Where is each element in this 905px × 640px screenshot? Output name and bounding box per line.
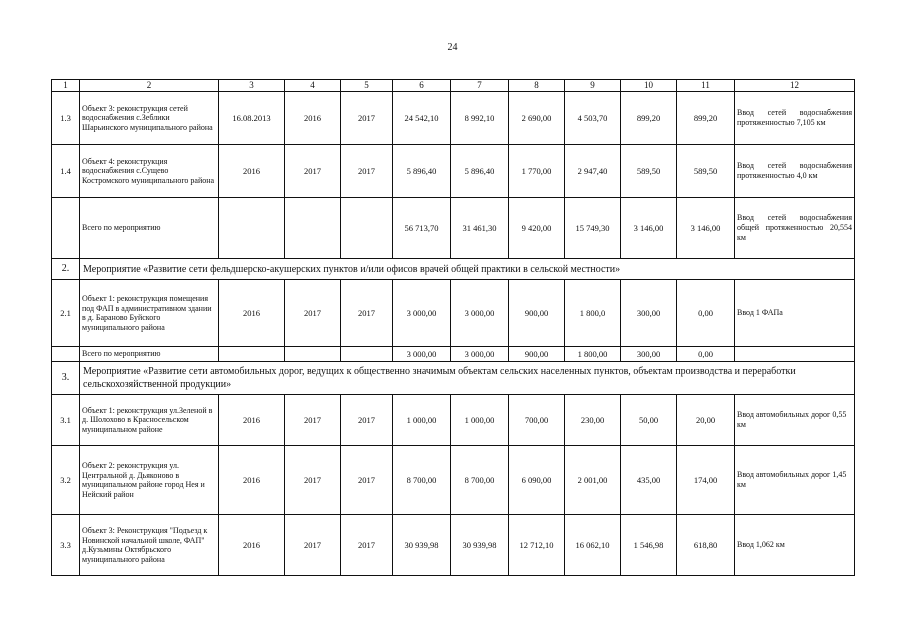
empty-cell bbox=[285, 347, 341, 362]
table-row bbox=[52, 280, 855, 347]
cell-value: 2017 bbox=[341, 395, 393, 446]
result-description: Ввод автомобильных дорог 0,55 км bbox=[735, 395, 855, 446]
object-name: Объект 4: реконструкция водоснабжения с.Сущево Костромского муниципального района bbox=[80, 145, 219, 198]
object-name: Объект 3: реконструкция сетей водоснабжения с.Зеблики Шарьинского муниципального района bbox=[80, 92, 219, 145]
cell-value: 2017 bbox=[341, 92, 393, 145]
cell-value: 2016 bbox=[219, 395, 285, 446]
cell-value: 1 800,0 bbox=[565, 280, 621, 347]
cell-value: 3 000,00 bbox=[451, 347, 509, 362]
cell-value: 3 000,00 bbox=[451, 280, 509, 347]
row-number: 3.2 bbox=[52, 446, 80, 515]
total-row bbox=[52, 347, 855, 362]
cell-value: 700,00 bbox=[509, 395, 565, 446]
cell-value: 2017 bbox=[341, 515, 393, 576]
cell-value: 1 800,00 bbox=[565, 347, 621, 362]
table-row bbox=[52, 515, 855, 576]
cell-value: 4 503,70 bbox=[565, 92, 621, 145]
section-title: Мероприятие «Развитие сети фельдшерско-акушерских пунктов и/или офисов врачей общей практики в сельской местности» bbox=[80, 259, 855, 280]
cell-value: 8 992,10 bbox=[451, 92, 509, 145]
cell-value: 8 700,00 bbox=[393, 446, 451, 515]
cell-value: 56 713,70 bbox=[393, 198, 451, 259]
cell-value: 2017 bbox=[285, 515, 341, 576]
cell-value: 0,00 bbox=[677, 280, 735, 347]
cell-value: 15 749,30 bbox=[565, 198, 621, 259]
row-number: 1.4 bbox=[52, 145, 80, 198]
section-row bbox=[52, 259, 855, 280]
empty-cell bbox=[52, 347, 80, 362]
cell-value: 618,80 bbox=[677, 515, 735, 576]
cell-value: 9 420,00 bbox=[509, 198, 565, 259]
empty-cell bbox=[341, 198, 393, 259]
cell-value: 2017 bbox=[285, 145, 341, 198]
cell-value: 30 939,98 bbox=[393, 515, 451, 576]
column-number-header: 7 bbox=[451, 80, 509, 92]
row-number: 3.1 bbox=[52, 395, 80, 446]
section-row bbox=[52, 362, 855, 395]
cell-value: 0,00 bbox=[677, 347, 735, 362]
cell-value: 2016 bbox=[219, 145, 285, 198]
row-number: 3.3 bbox=[52, 515, 80, 576]
result-description: Ввод 1 ФАПа bbox=[735, 280, 855, 347]
cell-value: 300,00 bbox=[621, 347, 677, 362]
section-title: Мероприятие «Развитие сети автомобильных дорог, ведущих к общественно значимым объектам сельских населенных пунктов, объектам производства и переработки сельскохозяйственной продукции» bbox=[80, 362, 855, 395]
table-row bbox=[52, 446, 855, 515]
cell-value: 900,00 bbox=[509, 347, 565, 362]
cell-value: 2 947,40 bbox=[565, 145, 621, 198]
empty-cell bbox=[52, 198, 80, 259]
cell-value: 2016 bbox=[285, 92, 341, 145]
object-name: Объект 1: реконструкция ул.Зеленой в д. Шолохово в Красносельском муниципальном районе bbox=[80, 395, 219, 446]
cell-value: 2017 bbox=[285, 395, 341, 446]
column-number-header: 4 bbox=[285, 80, 341, 92]
object-name: Объект 3: Реконструкция "Подъезд к Новинской начальной школе, ФАП" д.Кузьмины Октябрьского муниципального района bbox=[80, 515, 219, 576]
cell-value: 1 770,00 bbox=[509, 145, 565, 198]
cell-value: 2017 bbox=[341, 446, 393, 515]
total-label: Всего по мероприятию bbox=[80, 347, 219, 362]
cell-value: 900,00 bbox=[509, 280, 565, 347]
cell-value: 2016 bbox=[219, 280, 285, 347]
result-description: Ввод сетей водоснабжения протяженностью 7,105 км bbox=[735, 92, 855, 145]
column-number-header: 12 bbox=[735, 80, 855, 92]
cell-value: 1 000,00 bbox=[451, 395, 509, 446]
cell-value: 1 546,98 bbox=[621, 515, 677, 576]
cell-value: 899,20 bbox=[677, 92, 735, 145]
cell-value: 3 000,00 bbox=[393, 280, 451, 347]
cell-value: 16.08.2013 bbox=[219, 92, 285, 145]
table-row bbox=[52, 395, 855, 446]
result-description: Ввод автомобильных дорог 1,45 км bbox=[735, 446, 855, 515]
cell-value: 230,00 bbox=[565, 395, 621, 446]
section-number: 3. bbox=[52, 362, 80, 395]
cell-value: 3 000,00 bbox=[393, 347, 451, 362]
cell-value: 2017 bbox=[285, 280, 341, 347]
cell-value: 2016 bbox=[219, 515, 285, 576]
cell-value: 2017 bbox=[285, 446, 341, 515]
object-name: Объект 1: реконструкция помещения под ФАП в административном здании в д. Бараново Буйского муниципального района bbox=[80, 280, 219, 347]
cell-value: 50,00 bbox=[621, 395, 677, 446]
cell-value: 589,50 bbox=[621, 145, 677, 198]
table-row bbox=[52, 92, 855, 145]
cell-value: 20,00 bbox=[677, 395, 735, 446]
cell-value: 174,00 bbox=[677, 446, 735, 515]
column-number-header: 3 bbox=[219, 80, 285, 92]
row-number: 2.1 bbox=[52, 280, 80, 347]
column-number-header: 1 bbox=[52, 80, 80, 92]
column-number-header: 5 bbox=[341, 80, 393, 92]
cell-value: 24 542,10 bbox=[393, 92, 451, 145]
result-description: Ввод 1,062 км bbox=[735, 515, 855, 576]
total-label: Всего по мероприятию bbox=[80, 198, 219, 259]
cell-value: 31 461,30 bbox=[451, 198, 509, 259]
empty-cell bbox=[341, 347, 393, 362]
empty-cell bbox=[219, 347, 285, 362]
cell-value: 2016 bbox=[219, 446, 285, 515]
cell-value: 12 712,10 bbox=[509, 515, 565, 576]
program-table bbox=[51, 79, 855, 576]
cell-value: 1 000,00 bbox=[393, 395, 451, 446]
column-number-header: 9 bbox=[565, 80, 621, 92]
empty-cell bbox=[735, 347, 855, 362]
column-number-header: 6 bbox=[393, 80, 451, 92]
section-number: 2. bbox=[52, 259, 80, 280]
cell-value: 300,00 bbox=[621, 280, 677, 347]
column-number-header: 2 bbox=[80, 80, 219, 92]
column-number-header: 11 bbox=[677, 80, 735, 92]
row-number: 1.3 bbox=[52, 92, 80, 145]
table-row bbox=[52, 145, 855, 198]
column-number-header: 10 bbox=[621, 80, 677, 92]
result-description: Ввод сетей водоснабжения протяженностью 4,0 км bbox=[735, 145, 855, 198]
cell-value: 16 062,10 bbox=[565, 515, 621, 576]
cell-value: 2017 bbox=[341, 145, 393, 198]
result-description: Ввод сетей водоснабжения общей протяженностью 20,554 км bbox=[735, 198, 855, 259]
cell-value: 2 690,00 bbox=[509, 92, 565, 145]
total-row bbox=[52, 198, 855, 259]
page-number: 24 bbox=[447, 42, 458, 53]
cell-value: 3 146,00 bbox=[677, 198, 735, 259]
object-name: Объект 2: реконструкция ул. Центральной д. Дьяконово в муниципальном районе город Нея и Нейский район bbox=[80, 446, 219, 515]
cell-value: 5 896,40 bbox=[451, 145, 509, 198]
cell-value: 589,50 bbox=[677, 145, 735, 198]
empty-cell bbox=[219, 198, 285, 259]
cell-value: 2 001,00 bbox=[565, 446, 621, 515]
cell-value: 30 939,98 bbox=[451, 515, 509, 576]
cell-value: 6 090,00 bbox=[509, 446, 565, 515]
cell-value: 435,00 bbox=[621, 446, 677, 515]
table-header-row bbox=[52, 80, 855, 92]
column-number-header: 8 bbox=[509, 80, 565, 92]
empty-cell bbox=[285, 198, 341, 259]
cell-value: 899,20 bbox=[621, 92, 677, 145]
cell-value: 8 700,00 bbox=[451, 446, 509, 515]
cell-value: 3 146,00 bbox=[621, 198, 677, 259]
cell-value: 2017 bbox=[341, 280, 393, 347]
cell-value: 5 896,40 bbox=[393, 145, 451, 198]
